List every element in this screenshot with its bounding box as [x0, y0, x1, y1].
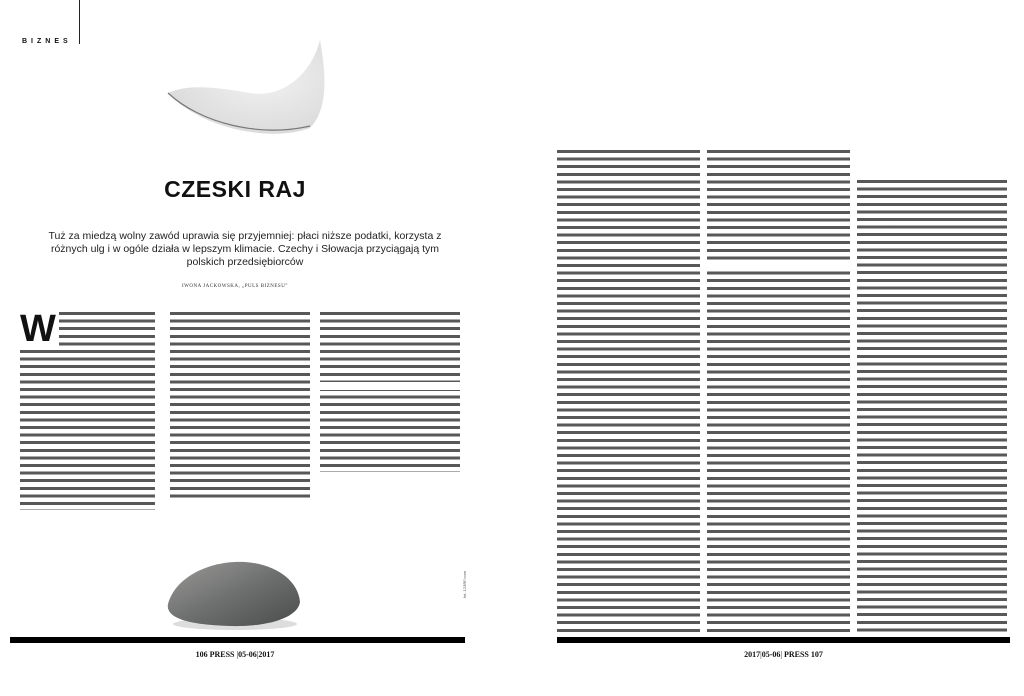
body-column-3: [320, 312, 460, 472]
body-column-2: [170, 312, 310, 502]
magazine-name: PRESS: [783, 650, 809, 659]
body-column-5: [707, 150, 850, 632]
section-label: BIZNES: [22, 38, 72, 45]
page-number: 106: [195, 650, 208, 659]
body-column-6: [857, 180, 1007, 632]
body-column-4: [557, 150, 700, 632]
photo-credit: fot. 123RF.com: [462, 571, 467, 598]
page-number: 107: [810, 650, 823, 659]
stone-image: [160, 552, 305, 632]
issue: 05-06: [238, 650, 257, 659]
footer-bar-right: [557, 637, 1010, 643]
feather-image: [160, 38, 330, 168]
article-lead: Tuż za miedzą wolny zawód uprawia się przyjemniej: płaci niższe podatki, korzysta z różnych ulg i w ogóle działa w lepszym klimacie. Czechy i Słowacja przyciągają tym polskich przedsiębiorców: [48, 230, 442, 268]
article-title: CZESKI RAJ: [164, 176, 306, 202]
footer-bar-left: [10, 637, 465, 643]
footer-left: 106 PRESS |05-06|2017: [195, 650, 275, 659]
byline: IWONA JACKOWSKA, „PULS BIZNESU”: [181, 284, 289, 289]
subheading: [320, 382, 460, 390]
magazine-name: PRESS: [209, 650, 235, 659]
year: 2017: [744, 650, 761, 659]
drop-cap: W: [20, 312, 59, 346]
year: 2017: [258, 650, 275, 659]
subheading: [707, 262, 850, 270]
issue: 05-06: [761, 650, 781, 659]
section-divider: [79, 0, 80, 44]
footer-right: 2017|05-06| PRESS 107: [744, 650, 823, 659]
